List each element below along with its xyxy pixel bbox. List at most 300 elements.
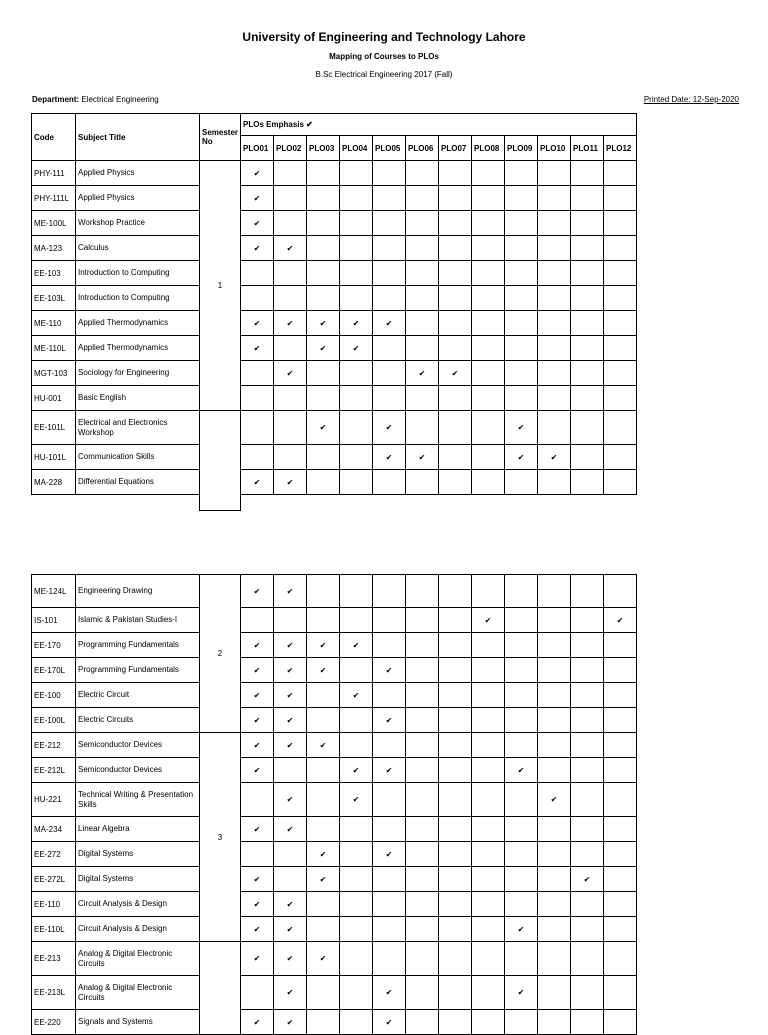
plo-cell-9 [505,708,538,733]
plo-check-4: ✔ [340,633,373,658]
plo-cell-9 [505,336,538,361]
plo-cell-11 [571,286,604,311]
plo-cell-5 [373,867,406,892]
course-code: EE-110 [32,892,76,917]
plo-cell-6 [406,708,439,733]
table-row [32,261,637,286]
plo-cell-8 [472,683,505,708]
department-value: Electrical Engineering [79,95,159,104]
plo-cell-12 [604,867,637,892]
plo-check-2: ✔ [274,976,307,1010]
plo-cell-8 [472,386,505,411]
plo-cell-3 [307,186,340,211]
plo-cell-10 [538,411,571,445]
plo-check-5: ✔ [373,976,406,1010]
plo-cell-6 [406,286,439,311]
plo-cell-10 [538,470,571,495]
plo-cell-3 [307,817,340,842]
course-code: PHY-111L [32,186,76,211]
subject-title: Digital Systems [76,867,200,892]
plo-cell-9 [505,608,538,633]
plo-cell-11 [571,817,604,842]
subject-title: Digital Systems [76,842,200,867]
plo-cell-12 [604,236,637,261]
subject-title: Circuit Analysis & Design [76,917,200,942]
plo-cell-4 [340,361,373,386]
plo-cell-2 [274,386,307,411]
table-row [32,286,637,311]
course-code: MA-234 [32,817,76,842]
table-row [32,783,637,817]
plo-cell-7 [439,917,472,942]
plo-cell-10 [538,161,571,186]
plo-cell-10 [538,708,571,733]
plo-cell-6 [406,683,439,708]
plo-check-1: ✔ [241,658,274,683]
plo-cell-10 [538,867,571,892]
table-row [32,817,637,842]
plo-cell-6 [406,658,439,683]
plo-cell-4 [340,917,373,942]
subject-title: Applied Physics [76,186,200,211]
plo-check-5: ✔ [373,445,406,470]
plo-cell-8 [472,867,505,892]
plo-cell-8 [472,236,505,261]
plo-cell-4 [340,211,373,236]
plo-cell-4 [340,1010,373,1035]
subject-title: Calculus [76,236,200,261]
subject-title: Applied Thermodynamics [76,336,200,361]
plo-cell-4 [340,575,373,608]
plo-cell-3 [307,386,340,411]
plo-check-3: ✔ [307,311,340,336]
table-row [32,236,637,261]
plo-cell-12 [604,658,637,683]
plo-cell-6 [406,976,439,1010]
course-code: MA-228 [32,470,76,495]
table-row [32,470,637,495]
plo-cell-6 [406,783,439,817]
plo-cell-11 [571,633,604,658]
plo-cell-12 [604,942,637,976]
plo-cell-12 [604,386,637,411]
plo-cell-8 [472,842,505,867]
semester-number: 2 [200,575,241,733]
plo-cell-2 [274,336,307,361]
plo-cell-3 [307,608,340,633]
plo-cell-10 [538,311,571,336]
plo-check-3: ✔ [307,633,340,658]
plo-check-1: ✔ [241,575,274,608]
plo-cell-6 [406,817,439,842]
table-row [32,976,637,1010]
table-row-continued [32,495,637,511]
table-row [32,633,637,658]
plo-cell-6 [406,942,439,976]
course-code: EE-212 [32,733,76,758]
plo-cell-11 [571,311,604,336]
course-code: EE-213 [32,942,76,976]
plo-cell-12 [604,758,637,783]
subject-title: Programming Fundamentals [76,633,200,658]
plo-check-6: ✔ [406,445,439,470]
plo-cell-3 [307,708,340,733]
table-row [32,708,637,733]
plo-cell-8 [472,708,505,733]
plo-cell-9 [505,470,538,495]
plo-check-5: ✔ [373,708,406,733]
plo-cell-6 [406,336,439,361]
course-code: HU-101L [32,445,76,470]
plo-check-7: ✔ [439,361,472,386]
plo-cell-11 [571,658,604,683]
plo-cell-11 [571,842,604,867]
plo-cell-6 [406,161,439,186]
plo-cell-11 [571,1010,604,1035]
plo-cell-8 [472,658,505,683]
plo-cell-12 [604,783,637,817]
table-row [32,211,637,236]
course-code: EE-272 [32,842,76,867]
course-code: EE-101L [32,411,76,445]
plo-cell-11 [571,361,604,386]
plo-cell-10 [538,608,571,633]
plo-cell-8 [472,211,505,236]
plo-cell-10 [538,892,571,917]
subject-title: Programming Fundamentals [76,658,200,683]
plo-cell-1 [241,386,274,411]
plo-cell-6 [406,236,439,261]
plo-cell-2 [274,286,307,311]
plo-cell-12 [604,683,637,708]
plo-cell-9 [505,286,538,311]
plo-cell-12 [604,917,637,942]
table-row [32,311,637,336]
plo-check-1: ✔ [241,311,274,336]
plo-mapping-table-page1 [31,113,637,511]
plo-cell-2 [274,867,307,892]
plo-check-1: ✔ [241,336,274,361]
continued-cell [32,495,200,511]
plo-cell-5 [373,386,406,411]
plo-header-11: PLO11 [571,136,604,161]
course-code: EE-272L [32,867,76,892]
plo-cell-3 [307,683,340,708]
plo-cell-9 [505,817,538,842]
plo-cell-9 [505,311,538,336]
plo-cell-7 [439,683,472,708]
plo-cell-1 [241,783,274,817]
department-label: Department: [32,95,80,104]
plo-cell-12 [604,161,637,186]
plo-cell-7 [439,817,472,842]
plo-cell-5 [373,817,406,842]
plo-cell-11 [571,892,604,917]
plo-cell-9 [505,842,538,867]
plo-check-1: ✔ [241,892,274,917]
plo-cell-6 [406,733,439,758]
plo-check-1: ✔ [241,633,274,658]
plo-cell-12 [604,336,637,361]
document-subtitle: Mapping of Courses to PLOs [329,52,439,61]
table-row [32,758,637,783]
table-row [32,361,637,386]
plo-cell-3 [307,161,340,186]
continued-cell [241,495,637,511]
plo-check-8: ✔ [472,608,505,633]
plo-check-2: ✔ [274,817,307,842]
plo-cell-3 [307,236,340,261]
plo-check-5: ✔ [373,842,406,867]
plo-cell-8 [472,758,505,783]
plo-cell-2 [274,161,307,186]
plo-cell-7 [439,236,472,261]
plo-cell-8 [472,470,505,495]
plo-cell-5 [373,161,406,186]
subject-title: Islamic & Pakistan Studies-I [76,608,200,633]
plo-cell-7 [439,445,472,470]
plo-check-9: ✔ [505,758,538,783]
plo-cell-11 [571,758,604,783]
plo-cell-7 [439,942,472,976]
program-name: B.Sc Electrical Engineering 2017 (Fall) [315,70,453,79]
plo-cell-7 [439,842,472,867]
subject-title: Analog & Digital Electronic Circuits [76,976,200,1010]
subject-title: Workshop Practice [76,211,200,236]
plo-cell-9 [505,633,538,658]
plo-check-3: ✔ [307,336,340,361]
plo-check-2: ✔ [274,361,307,386]
plo-cell-11 [571,236,604,261]
plo-cell-1 [241,286,274,311]
course-code: HU-001 [32,386,76,411]
course-code: EE-100L [32,708,76,733]
plo-header-12: PLO12 [604,136,637,161]
plo-cell-10 [538,658,571,683]
course-code: HU-221 [32,783,76,817]
plo-cell-6 [406,867,439,892]
subject-title: Communication Skills [76,445,200,470]
plos-emphasis-header: PLOs Emphasis ✔ [241,114,637,136]
course-code: ME-124L [32,575,76,608]
plo-cell-8 [472,161,505,186]
plo-cell-3 [307,783,340,817]
plo-cell-9 [505,867,538,892]
plo-cell-6 [406,311,439,336]
plo-cell-2 [274,211,307,236]
plo-cell-1 [241,261,274,286]
plo-cell-11 [571,161,604,186]
plo-check-1: ✔ [241,758,274,783]
plo-cell-9 [505,236,538,261]
subject-title: Introduction to Computing [76,286,200,311]
plo-cell-8 [472,186,505,211]
plo-cell-9 [505,942,538,976]
plo-cell-9 [505,386,538,411]
plo-cell-4 [340,470,373,495]
plo-check-2: ✔ [274,917,307,942]
plo-cell-1 [241,445,274,470]
semester-header [200,114,241,161]
plo-cell-7 [439,311,472,336]
plo-cell-8 [472,917,505,942]
plo-check-1: ✔ [241,942,274,976]
plo-cell-8 [472,942,505,976]
plo-cell-9 [505,733,538,758]
plo-check-3: ✔ [307,411,340,445]
plo-cell-4 [340,261,373,286]
subject-title: Electric Circuit [76,683,200,708]
plo-cell-5 [373,733,406,758]
plo-cell-11 [571,575,604,608]
subject-title: Semiconductor Devices [76,733,200,758]
plo-check-1: ✔ [241,470,274,495]
plo-check-4: ✔ [340,783,373,817]
plo-check-1: ✔ [241,683,274,708]
course-code: PHY-111 [32,161,76,186]
plo-check-12: ✔ [604,608,637,633]
plo-cell-5 [373,575,406,608]
plo-cell-9 [505,261,538,286]
plo-cell-12 [604,361,637,386]
plo-check-2: ✔ [274,708,307,733]
course-code: EE-170 [32,633,76,658]
plo-cell-10 [538,758,571,783]
plo-check-2: ✔ [274,683,307,708]
subject-title: Analog & Digital Electronic Circuits [76,942,200,976]
plo-cell-12 [604,708,637,733]
plo-cell-12 [604,286,637,311]
plo-check-3: ✔ [307,867,340,892]
table-row [32,608,637,633]
table-row [32,386,637,411]
semester-number: 3 [200,733,241,942]
plo-cell-8 [472,336,505,361]
plo-cell-6 [406,470,439,495]
plo-cell-3 [307,917,340,942]
plo-cell-9 [505,892,538,917]
plo-cell-8 [472,783,505,817]
plo-cell-12 [604,575,637,608]
plo-check-9: ✔ [505,976,538,1010]
plo-cell-5 [373,236,406,261]
course-code: IS-101 [32,608,76,633]
table-row [32,867,637,892]
plo-cell-12 [604,186,637,211]
plo-check-5: ✔ [373,1010,406,1035]
plo-cell-5 [373,942,406,976]
semester-header-line2: No [202,137,213,146]
plo-cell-12 [604,976,637,1010]
plo-cell-12 [604,1010,637,1035]
plo-cell-9 [505,1010,538,1035]
plo-header-1: PLO01 [241,136,274,161]
plo-check-10: ✔ [538,783,571,817]
plo-header-3: PLO03 [307,136,340,161]
plo-cell-5 [373,892,406,917]
plo-cell-7 [439,470,472,495]
plo-cell-6 [406,411,439,445]
plo-cell-3 [307,976,340,1010]
table-row [32,445,637,470]
plo-cell-7 [439,976,472,1010]
plo-cell-7 [439,575,472,608]
table-row [32,733,637,758]
plo-cell-9 [505,658,538,683]
plo-cell-8 [472,445,505,470]
plo-cell-8 [472,892,505,917]
plo-check-1: ✔ [241,733,274,758]
plo-cell-3 [307,286,340,311]
plo-cell-6 [406,261,439,286]
plo-cell-7 [439,708,472,733]
plo-cell-8 [472,1010,505,1035]
course-code: EE-110L [32,917,76,942]
plo-cell-5 [373,336,406,361]
plo-cell-2 [274,445,307,470]
plo-cell-4 [340,867,373,892]
plo-cell-4 [340,445,373,470]
plo-check-2: ✔ [274,733,307,758]
plo-cell-8 [472,261,505,286]
plo-check-10: ✔ [538,445,571,470]
plo-cell-4 [340,386,373,411]
plo-cell-8 [472,286,505,311]
table-row [32,1010,637,1035]
plo-cell-4 [340,942,373,976]
plo-check-3: ✔ [307,658,340,683]
plo-cell-9 [505,575,538,608]
table-row [32,917,637,942]
plo-header-6: PLO06 [406,136,439,161]
plo-cell-6 [406,386,439,411]
plo-cell-8 [472,633,505,658]
plo-cell-1 [241,608,274,633]
plo-cell-11 [571,608,604,633]
plo-cell-7 [439,386,472,411]
course-code: EE-103 [32,261,76,286]
plo-check-4: ✔ [340,336,373,361]
plo-cell-5 [373,261,406,286]
table-row [32,411,637,445]
course-code: EE-212L [32,758,76,783]
plo-cell-11 [571,186,604,211]
plo-cell-5 [373,683,406,708]
plo-check-2: ✔ [274,942,307,976]
plo-cell-10 [538,361,571,386]
plo-header-10: PLO10 [538,136,571,161]
plo-cell-10 [538,817,571,842]
plo-cell-7 [439,1010,472,1035]
plo-cell-6 [406,211,439,236]
plo-check-4: ✔ [340,683,373,708]
plo-cell-11 [571,708,604,733]
course-code: EE-213L [32,976,76,1010]
plo-cell-7 [439,867,472,892]
plo-cell-5 [373,211,406,236]
plo-cell-1 [241,842,274,867]
plo-cell-4 [340,733,373,758]
department-line [32,95,159,104]
plo-cell-4 [340,236,373,261]
subject-title: Electric Circuits [76,708,200,733]
plo-cell-4 [340,161,373,186]
plo-cell-10 [538,917,571,942]
semester-number [200,942,241,1035]
plo-cell-8 [472,733,505,758]
plo-check-2: ✔ [274,658,307,683]
plo-header-2: PLO02 [274,136,307,161]
